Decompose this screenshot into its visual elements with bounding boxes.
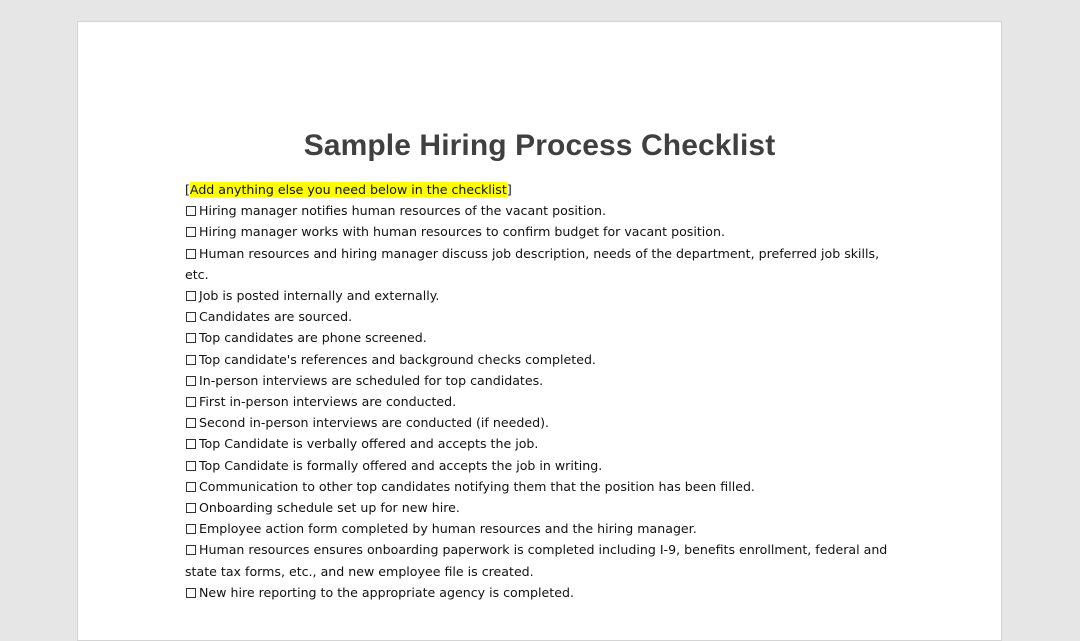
checkbox-icon[interactable]	[186, 588, 196, 598]
checkbox-icon[interactable]	[186, 206, 196, 216]
checkbox-icon[interactable]	[186, 461, 196, 471]
checklist-item-text: Top Candidate is formally offered and accepts the job in writing.	[199, 457, 603, 473]
document-title: Sample Hiring Process Checklist	[303, 129, 776, 162]
checklist-item-text: First in-person interviews are conducted.	[199, 394, 457, 410]
checklist-item	[185, 221, 905, 242]
checklist	[185, 200, 905, 603]
checklist-item-text: Job is posted internally and externally.	[199, 288, 440, 304]
checklist-item	[185, 243, 905, 285]
checkbox-icon[interactable]	[186, 418, 196, 428]
document-page	[77, 21, 1002, 641]
checkbox-icon[interactable]	[186, 227, 196, 237]
checklist-item-text: Hiring manager works with human resources to confirm budget for vacant position.	[199, 224, 725, 240]
checklist-item-text: Onboarding schedule set up for new hire.	[199, 500, 460, 516]
checklist-item	[185, 327, 905, 348]
checkbox-icon[interactable]	[186, 545, 196, 555]
checklist-item	[185, 391, 905, 412]
checkbox-icon[interactable]	[186, 312, 196, 322]
checklist-item-text: New hire reporting to the appropriate agency is completed.	[199, 584, 574, 600]
checkbox-icon[interactable]	[186, 397, 196, 407]
checklist-item	[185, 200, 905, 221]
checklist-item	[185, 370, 905, 391]
checkbox-icon[interactable]	[186, 439, 196, 449]
checklist-item	[185, 433, 905, 454]
note-close-bracket: ]	[506, 182, 512, 197]
checklist-item	[185, 476, 905, 497]
checkbox-icon[interactable]	[186, 524, 196, 534]
checklist-item-text: Candidates are sourced.	[199, 309, 353, 325]
checklist-item	[185, 306, 905, 327]
checkbox-icon[interactable]	[186, 249, 196, 259]
checklist-item-text: Human resources and hiring manager discuss job description, needs of the department, preferred job skills, etc.	[185, 245, 880, 282]
checkbox-icon[interactable]	[186, 333, 196, 343]
checklist-item-text: Hiring manager notifies human resources of the vacant position.	[199, 203, 607, 219]
note-highlighted-text: Add anything else you need below in the checklist	[189, 182, 507, 197]
checklist-item-text: Employee action form completed by human resources and the hiring manager.	[199, 521, 697, 537]
checklist-item	[185, 582, 905, 603]
checklist-item	[185, 497, 905, 518]
checklist-item-text: Communication to other top candidates notifying them that the position has been filled.	[199, 478, 755, 494]
checklist-item-text: Top candidates are phone screened.	[199, 330, 427, 346]
checklist-item-text: Top Candidate is verbally offered and accepts the job.	[199, 436, 539, 452]
checklist-item	[185, 412, 905, 433]
checklist-content	[185, 179, 905, 603]
checklist-item-text: Top candidate's references and background checks completed.	[199, 351, 596, 367]
checklist-item	[185, 518, 905, 539]
checklist-note	[185, 179, 905, 200]
note-open-bracket: [	[185, 182, 190, 197]
checkbox-icon[interactable]	[186, 291, 196, 301]
checklist-item-text: In-person interviews are scheduled for top candidates.	[199, 372, 544, 388]
checklist-item	[185, 539, 905, 581]
checklist-item	[185, 455, 905, 476]
checklist-item-text: Human resources ensures onboarding paperwork is completed including I-9, benefits enrollment, federal and state tax forms, etc., and new employee file is created.	[185, 542, 888, 579]
checkbox-icon[interactable]	[186, 503, 196, 513]
checkbox-icon[interactable]	[186, 482, 196, 492]
checklist-item-text: Second in-person interviews are conducted (if needed).	[199, 415, 549, 431]
checklist-item	[185, 349, 905, 370]
checklist-item	[185, 285, 905, 306]
checkbox-icon[interactable]	[186, 355, 196, 365]
checkbox-icon[interactable]	[186, 376, 196, 386]
